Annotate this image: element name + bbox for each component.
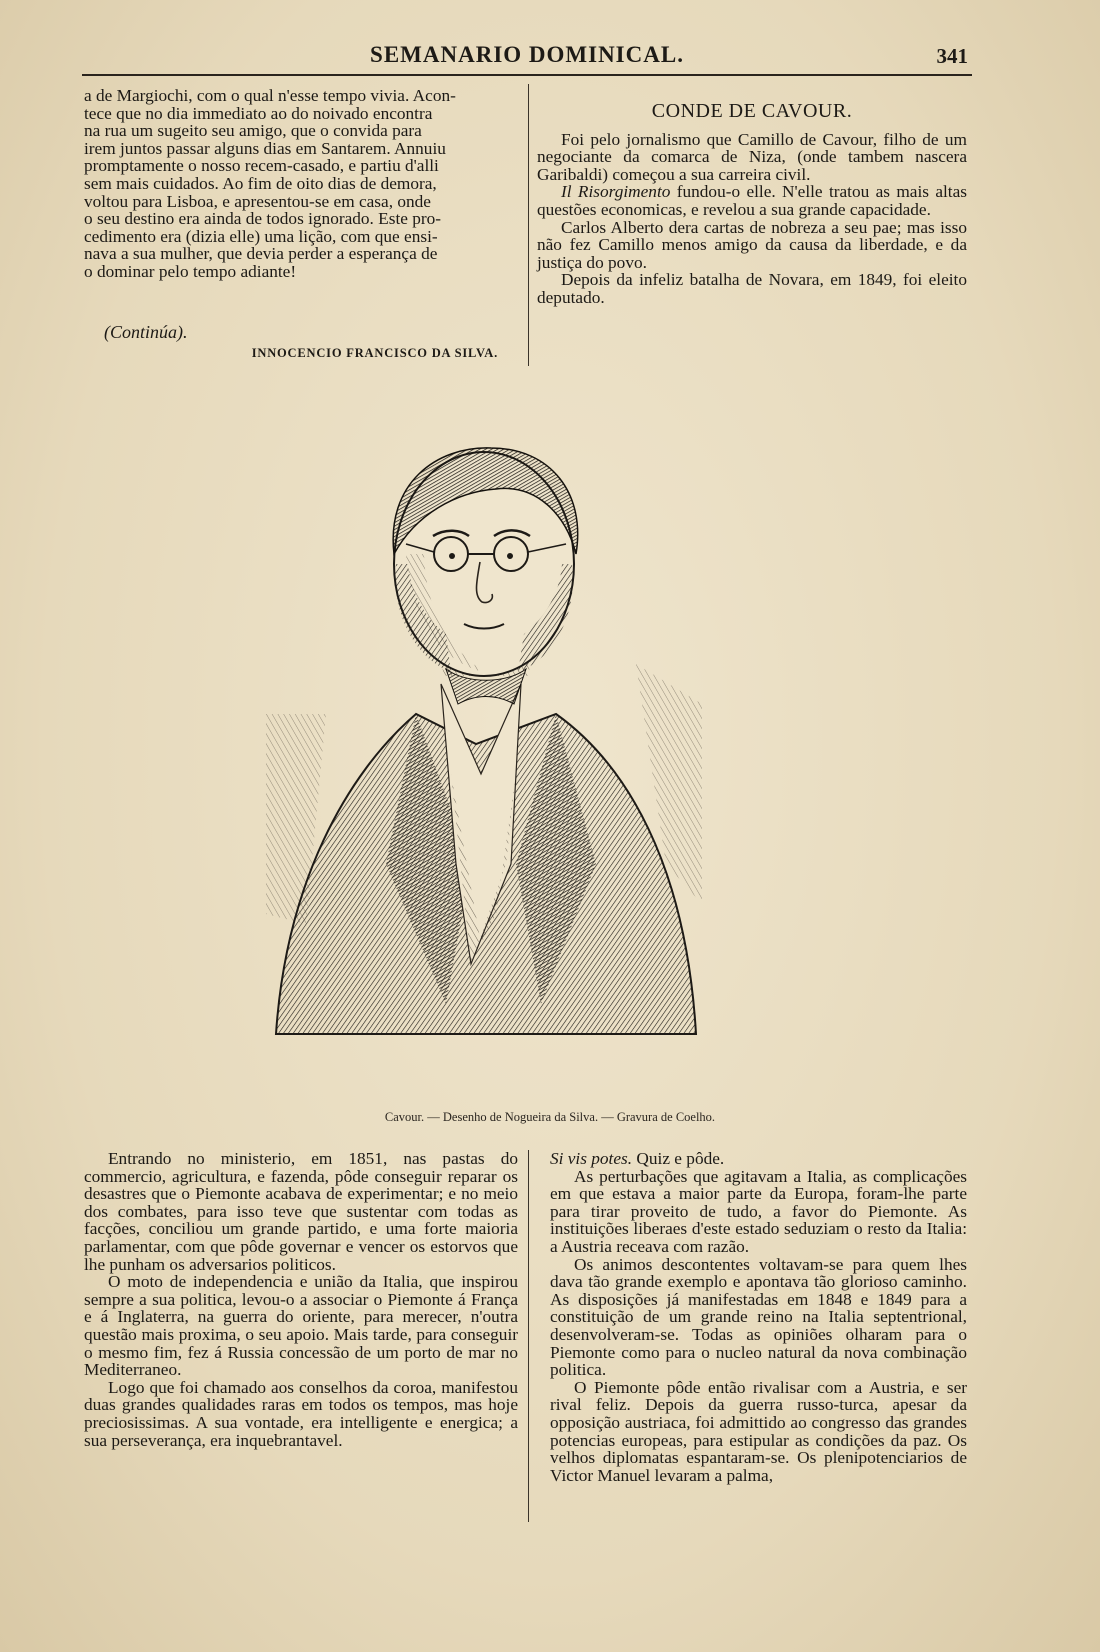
line: cedimento era (dizia elle) uma lição, com que ensi- [84,226,438,246]
line: o seu destino era ainda de todos ignorado. Este pro- [84,209,442,229]
illustration-caption: Cavour. — Desenho de Nogueira da Silva. — Gravura de Coelho. [384,1110,716,1124]
page-header [82,40,972,76]
line: nava a sua mulher, que devia perder a esperança de [84,244,438,264]
paragraph: Foi pelo jornalismo que Camillo de Cavour, filho de um negociante da comarca de Niza, (onde tambem nascera Garibaldi) começou a sua carreira civil. [537,129,967,184]
paragraph [550,1150,967,1168]
running-title: SEMANARIO DOMINICAL. [370,42,684,67]
page-number: 341 [936,44,968,68]
latin-motto: Si vis potes. [550,1149,633,1168]
newspaper-name: Il Risorgimento [561,182,671,202]
paragraph: Depois da infeliz batalha de Novara, em 1849, foi eleito deputado. [537,270,967,307]
line: promptamente o nosso recem-casado, e partiu d'alli [84,156,439,176]
paragraph: As perturbações que agitavam a Italia, as complicações em que estava a maior parte da Europa, foram-lhe parte para tirar proveito de tudo, a favor do Piemonte. As instituições liberaes d'este estado seduziam o resto da Italia: a Austria receava com razão. [550,1166,967,1256]
paragraph: Carlos Alberto dera cartas de nobreza a seu pae; mas isso não fez Camillo menos amigo da causa da liberdade, e da justiça do povo. [537,217,967,272]
line: voltou para Lisboa, e apresentou-se em casa, onde [84,191,431,211]
paragraph: O Piemonte pôde então rivalisar com a Austria, e ser rival feliz. Depois da guerra russo-turca, apesar da opposição austriaca, foi admittido ao congresso das grandes potencias europeas, para estipular as condições da paz. Os velhos diplomatas espantaram-se. Os plenipotenciarios de Victor Manuel levaram a palma, [550,1377,967,1485]
line: na rua um sugeito seu amigo, que o convida para [84,121,422,141]
line: a de Margiochi, com o qual n'esse tempo vivia. Acon- [84,86,456,105]
line: tece que no dia immediato ao do noivado encontra [84,103,433,123]
line: irem juntos passar alguns dias em Santarem. Annuiu [84,138,446,158]
line: sem mais cuidados. Ao fim de oito dias de demora, [84,173,437,193]
paragraph [537,183,967,218]
author-name: INNOCENCIO FRANCISCO DA SILVA. [251,346,498,360]
portrait-engraving [266,444,702,1084]
right-top-column [537,100,968,307]
left-top-column [84,87,519,281]
paragraph-text: fundou-o elle. N'elle tratou as mais altas questões economicas, e revelou a sua grande capacidade. [537,182,968,219]
right-bottom-column [550,1150,967,1484]
article-signature [104,322,498,360]
article-title: CONDE DE CAVOUR. [651,100,853,122]
paragraph-text: Quiz e pôde. [632,1149,725,1168]
left-bottom-column [84,1150,518,1449]
line: o dominar pelo tempo adiante! [84,261,297,281]
paragraph: Os animos descontentes voltavam-se para quem lhes dava tão grande exemplo e apontava tão glorioso caminho. As disposições já manifestadas em 1848 e 1849 para a constituição de um grande reino na Italia septentrional, desenvolveram-se. Todas as opiniões olharam para o Piemonte como para o nucleo natural da nova combinação politica. [550,1254,967,1380]
paragraph: Entrando no ministerio, em 1851, nas pastas do commercio, agricultura, e fazenda, pôde conseguir reparar os desastres que o Piemonte acabava de experimentar; e no meio dos combates, para isso teve que sustentar com todas as facções, conciliou um grande partido, e uma forte maioria parlamentar, com que pôde governar e vencer os estorvos que lhe punham os adversarios politicos. [84,1149,518,1274]
column-divider [528,1150,529,1522]
paragraph: O moto de independencia e união da Italia, que inspirou sempre a sua politica, levou-o a associar o Piemonte á França e á Inglaterra, na guerra do oriente, para merecer, n'outra questão mais proxima, o seu apoio. Mais tarde, para conseguir o mesmo fim, fez á Russia concessão de um porto de mar no Mediterraneo. [84,1272,518,1380]
column-divider [528,84,529,366]
continua-note: (Continúa). [104,322,188,342]
paragraph: Logo que foi chamado aos conselhos da coroa, manifestou duas grandes qualidades raras em todos os tempos, mas hoje preciosissimas. A sua vontade, era intelligente e energica; a sua perseverança, era inquebrantavel. [84,1377,518,1450]
